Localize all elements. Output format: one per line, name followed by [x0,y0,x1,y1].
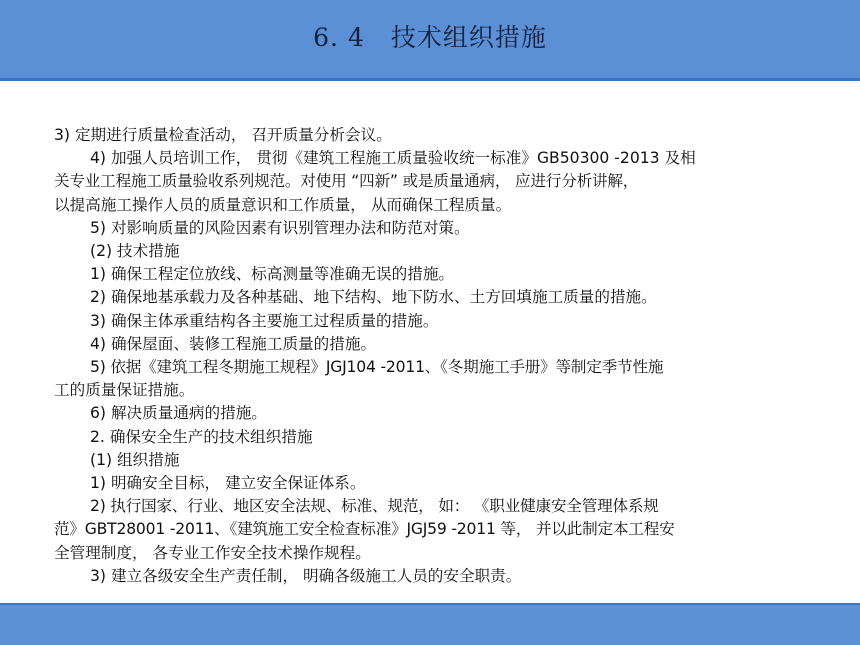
text-line: (1) 组织措施 [90,450,180,469]
slide-title: 6. 4 技术组织措施 [313,23,547,52]
text-line: 范》GBT28001 -2011、《建筑施工安全检查标准》JGJ59 -2011 等， 并以此制定本工程安 [54,520,675,539]
text-line: 3) 定期进行质量检查活动， 召开质量分析会议。 [54,126,392,144]
text-line: 以提高施工操作人员的质量意识和工作质量， 从而确保工程质量。 [54,195,512,214]
text-line: 5) 对影响质量的风险因素有识别管理办法和防范对策。 [90,218,470,237]
text-line: 3) 确保主体承重结构各主要施工过程质量的措施。 [90,311,439,330]
title-bar [0,0,860,81]
footer-bar [0,603,860,645]
text-line: 全管理制度， 各专业工作安全技术操作规程。 [54,543,371,562]
text-line: 4) 加强人员培训工作， 贯彻《建筑工程施工质量验收统一标准》GB50300 -2013 及相 [90,149,696,168]
text-line: 2) 执行国家、行业、地区安全法规、标准、规范， 如： 《职业健康安全管理体系规 [90,497,659,516]
text-line: 关专业工程施工质量验收系列规范。对使用 “四新” 或是质量通病， 应进行分析讲解， [54,172,639,191]
text-line: 2) 确保地基承载力及各种基础、地下结构、地下防水、土方回填施工质量的措施。 [90,288,657,307]
text-line: 5) 依据《建筑工程冬期施工规程》JGJ104 -2011、《冬期施工手册》等制定季节性施 [90,358,664,377]
text-line: 4) 确保屋面、装修工程施工质量的措施。 [90,334,377,353]
text-line: 1) 明确安全目标， 建立安全保证体系。 [90,474,366,493]
text-line: 6) 解决质量通病的措施。 [90,404,267,423]
text-line: 1) 确保工程定位放线、标高测量等准确无误的措施。 [90,265,455,284]
body-text [54,124,806,588]
text-line: (2) 技术措施 [90,242,180,261]
text-line: 工的质量保证措施。 [54,381,195,400]
text-line: 3) 建立各级安全生产责任制， 明确各级施工人员的安全职责。 [90,566,522,585]
text-line: 2. 确保安全生产的技术组织措施 [90,427,313,446]
